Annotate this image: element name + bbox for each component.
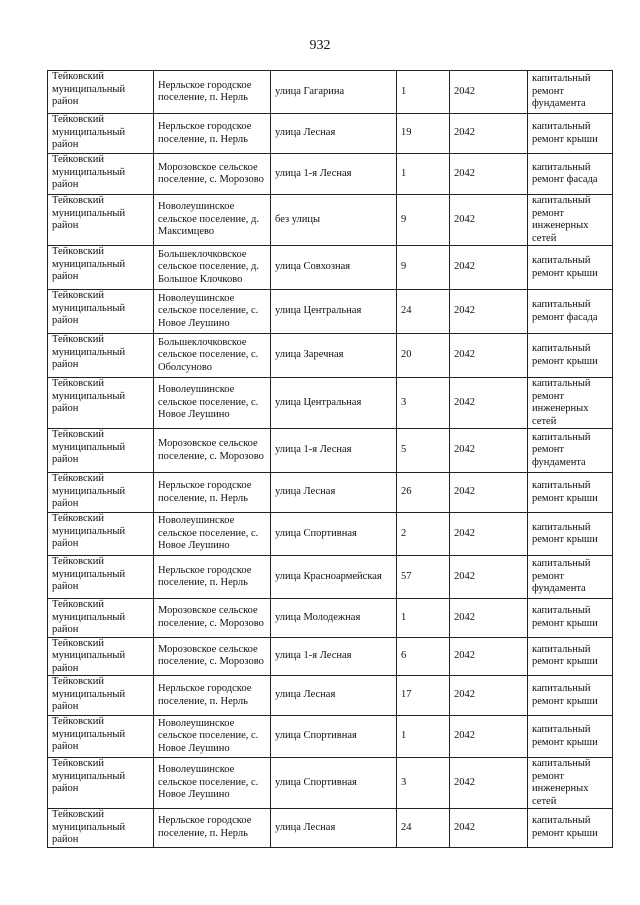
table-row [48, 429, 613, 473]
work-type-cell: капитальный ремонт крыши [528, 637, 613, 676]
table-row [48, 716, 613, 758]
table-row [48, 473, 613, 513]
house-number-cell: 3 [397, 378, 450, 429]
work-type-cell: капитальный ремонт крыши [528, 513, 613, 556]
table-row [48, 154, 613, 195]
housing-repair-table [47, 70, 613, 848]
house-number-cell: 24 [397, 290, 450, 334]
district-cell: Тейковский муниципальный район [48, 513, 154, 556]
year-cell: 2042 [450, 676, 528, 716]
street-cell: улица Лесная [271, 676, 397, 716]
house-number-cell: 19 [397, 114, 450, 154]
settlement-cell: Большеклочковское сельское поселение, д. Большое Клочково [154, 246, 271, 290]
work-type-cell: капитальный ремонт фундамента [528, 71, 613, 114]
street-cell: улица Центральная [271, 290, 397, 334]
street-cell: улица Молодежная [271, 599, 397, 638]
table-row [48, 71, 613, 114]
settlement-cell: Нерльское городское поселение, п. Нерль [154, 809, 271, 848]
work-type-cell: капитальный ремонт крыши [528, 599, 613, 638]
district-cell: Тейковский муниципальный район [48, 676, 154, 716]
table-row [48, 637, 613, 676]
settlement-cell: Новолеушинское сельское поселение, д. Максимцево [154, 195, 271, 246]
work-type-cell: капитальный ремонт фасада [528, 290, 613, 334]
house-number-cell: 1 [397, 154, 450, 195]
district-cell: Тейковский муниципальный район [48, 473, 154, 513]
house-number-cell: 24 [397, 809, 450, 848]
work-type-cell: капитальный ремонт крыши [528, 809, 613, 848]
settlement-cell: Новолеушинское сельское поселение, с. Новое Леушино [154, 290, 271, 334]
house-number-cell: 5 [397, 429, 450, 473]
settlement-cell: Большеклочковское сельское поселение, с. Оболсуново [154, 334, 271, 378]
year-cell: 2042 [450, 758, 528, 809]
table-row [48, 378, 613, 429]
work-type-cell: капитальный ремонт инженерных сетей [528, 378, 613, 429]
settlement-cell: Морозовское сельское поселение, с. Морозово [154, 429, 271, 473]
table-row [48, 114, 613, 154]
work-type-cell: капитальный ремонт крыши [528, 334, 613, 378]
page-number: 932 [309, 38, 331, 53]
district-cell: Тейковский муниципальный район [48, 195, 154, 246]
street-cell: улица Красноармейская [271, 556, 397, 599]
street-cell: улица 1-я Лесная [271, 637, 397, 676]
district-cell: Тейковский муниципальный район [48, 716, 154, 758]
street-cell: улица 1-я Лесная [271, 154, 397, 195]
table-row [48, 676, 613, 716]
house-number-cell: 6 [397, 637, 450, 676]
year-cell: 2042 [450, 473, 528, 513]
year-cell: 2042 [450, 378, 528, 429]
work-type-cell: капитальный ремонт крыши [528, 676, 613, 716]
work-type-cell: капитальный ремонт крыши [528, 114, 613, 154]
house-number-cell: 1 [397, 599, 450, 638]
district-cell: Тейковский муниципальный район [48, 290, 154, 334]
work-type-cell: капитальный ремонт фасада [528, 154, 613, 195]
table-row [48, 290, 613, 334]
house-number-cell: 9 [397, 246, 450, 290]
work-type-cell: капитальный ремонт инженерных сетей [528, 758, 613, 809]
settlement-cell: Новолеушинское сельское поселение, с. Новое Леушино [154, 378, 271, 429]
street-cell: улица Гагарина [271, 71, 397, 114]
work-type-cell: капитальный ремонт инженерных сетей [528, 195, 613, 246]
district-cell: Тейковский муниципальный район [48, 334, 154, 378]
year-cell: 2042 [450, 716, 528, 758]
street-cell: улица Лесная [271, 114, 397, 154]
table-row [48, 809, 613, 848]
year-cell: 2042 [450, 809, 528, 848]
district-cell: Тейковский муниципальный район [48, 556, 154, 599]
street-cell: улица Спортивная [271, 513, 397, 556]
table-row [48, 334, 613, 378]
district-cell: Тейковский муниципальный район [48, 637, 154, 676]
table-row [48, 246, 613, 290]
table-row [48, 758, 613, 809]
work-type-cell: капитальный ремонт крыши [528, 246, 613, 290]
street-cell: улица 1-я Лесная [271, 429, 397, 473]
year-cell: 2042 [450, 195, 528, 246]
settlement-cell: Нерльское городское поселение, п. Нерль [154, 473, 271, 513]
district-cell: Тейковский муниципальный район [48, 71, 154, 114]
settlement-cell: Новолеушинское сельское поселение, с. Новое Леушино [154, 716, 271, 758]
house-number-cell: 20 [397, 334, 450, 378]
table-row [48, 195, 613, 246]
settlement-cell: Нерльское городское поселение, п. Нерль [154, 556, 271, 599]
work-type-cell: капитальный ремонт крыши [528, 473, 613, 513]
street-cell: улица Заречная [271, 334, 397, 378]
settlement-cell: Нерльское городское поселение, п. Нерль [154, 114, 271, 154]
year-cell: 2042 [450, 556, 528, 599]
district-cell: Тейковский муниципальный район [48, 758, 154, 809]
work-type-cell: капитальный ремонт фундамента [528, 556, 613, 599]
settlement-cell: Новолеушинское сельское поселение, с. Новое Леушино [154, 758, 271, 809]
settlement-cell: Морозовское сельское поселение, с. Морозово [154, 637, 271, 676]
year-cell: 2042 [450, 334, 528, 378]
house-number-cell: 1 [397, 71, 450, 114]
district-cell: Тейковский муниципальный район [48, 246, 154, 290]
settlement-cell: Нерльское городское поселение, п. Нерль [154, 676, 271, 716]
settlement-cell: Новолеушинское сельское поселение, с. Новое Леушино [154, 513, 271, 556]
street-cell: улица Спортивная [271, 716, 397, 758]
year-cell: 2042 [450, 637, 528, 676]
table-row [48, 513, 613, 556]
street-cell: улица Лесная [271, 809, 397, 848]
table-row [48, 599, 613, 638]
district-cell: Тейковский муниципальный район [48, 429, 154, 473]
house-number-cell: 3 [397, 758, 450, 809]
district-cell: Тейковский муниципальный район [48, 378, 154, 429]
year-cell: 2042 [450, 246, 528, 290]
street-cell: улица Лесная [271, 473, 397, 513]
house-number-cell: 2 [397, 513, 450, 556]
district-cell: Тейковский муниципальный район [48, 114, 154, 154]
settlement-cell: Морозовское сельское поселение, с. Морозово [154, 599, 271, 638]
house-number-cell: 1 [397, 716, 450, 758]
year-cell: 2042 [450, 429, 528, 473]
year-cell: 2042 [450, 154, 528, 195]
street-cell: улица Центральная [271, 378, 397, 429]
year-cell: 2042 [450, 114, 528, 154]
street-cell: улица Совхозная [271, 246, 397, 290]
house-number-cell: 17 [397, 676, 450, 716]
settlement-cell: Нерльское городское поселение, п. Нерль [154, 71, 271, 114]
district-cell: Тейковский муниципальный район [48, 599, 154, 638]
district-cell: Тейковский муниципальный район [48, 154, 154, 195]
year-cell: 2042 [450, 513, 528, 556]
work-type-cell: капитальный ремонт фундамента [528, 429, 613, 473]
house-number-cell: 9 [397, 195, 450, 246]
table-row [48, 556, 613, 599]
house-number-cell: 57 [397, 556, 450, 599]
house-number-cell: 26 [397, 473, 450, 513]
street-cell: улица Спортивная [271, 758, 397, 809]
year-cell: 2042 [450, 290, 528, 334]
year-cell: 2042 [450, 599, 528, 638]
work-type-cell: капитальный ремонт крыши [528, 716, 613, 758]
street-cell: без улицы [271, 195, 397, 246]
settlement-cell: Морозовское сельское поселение, с. Морозово [154, 154, 271, 195]
district-cell: Тейковский муниципальный район [48, 809, 154, 848]
year-cell: 2042 [450, 71, 528, 114]
